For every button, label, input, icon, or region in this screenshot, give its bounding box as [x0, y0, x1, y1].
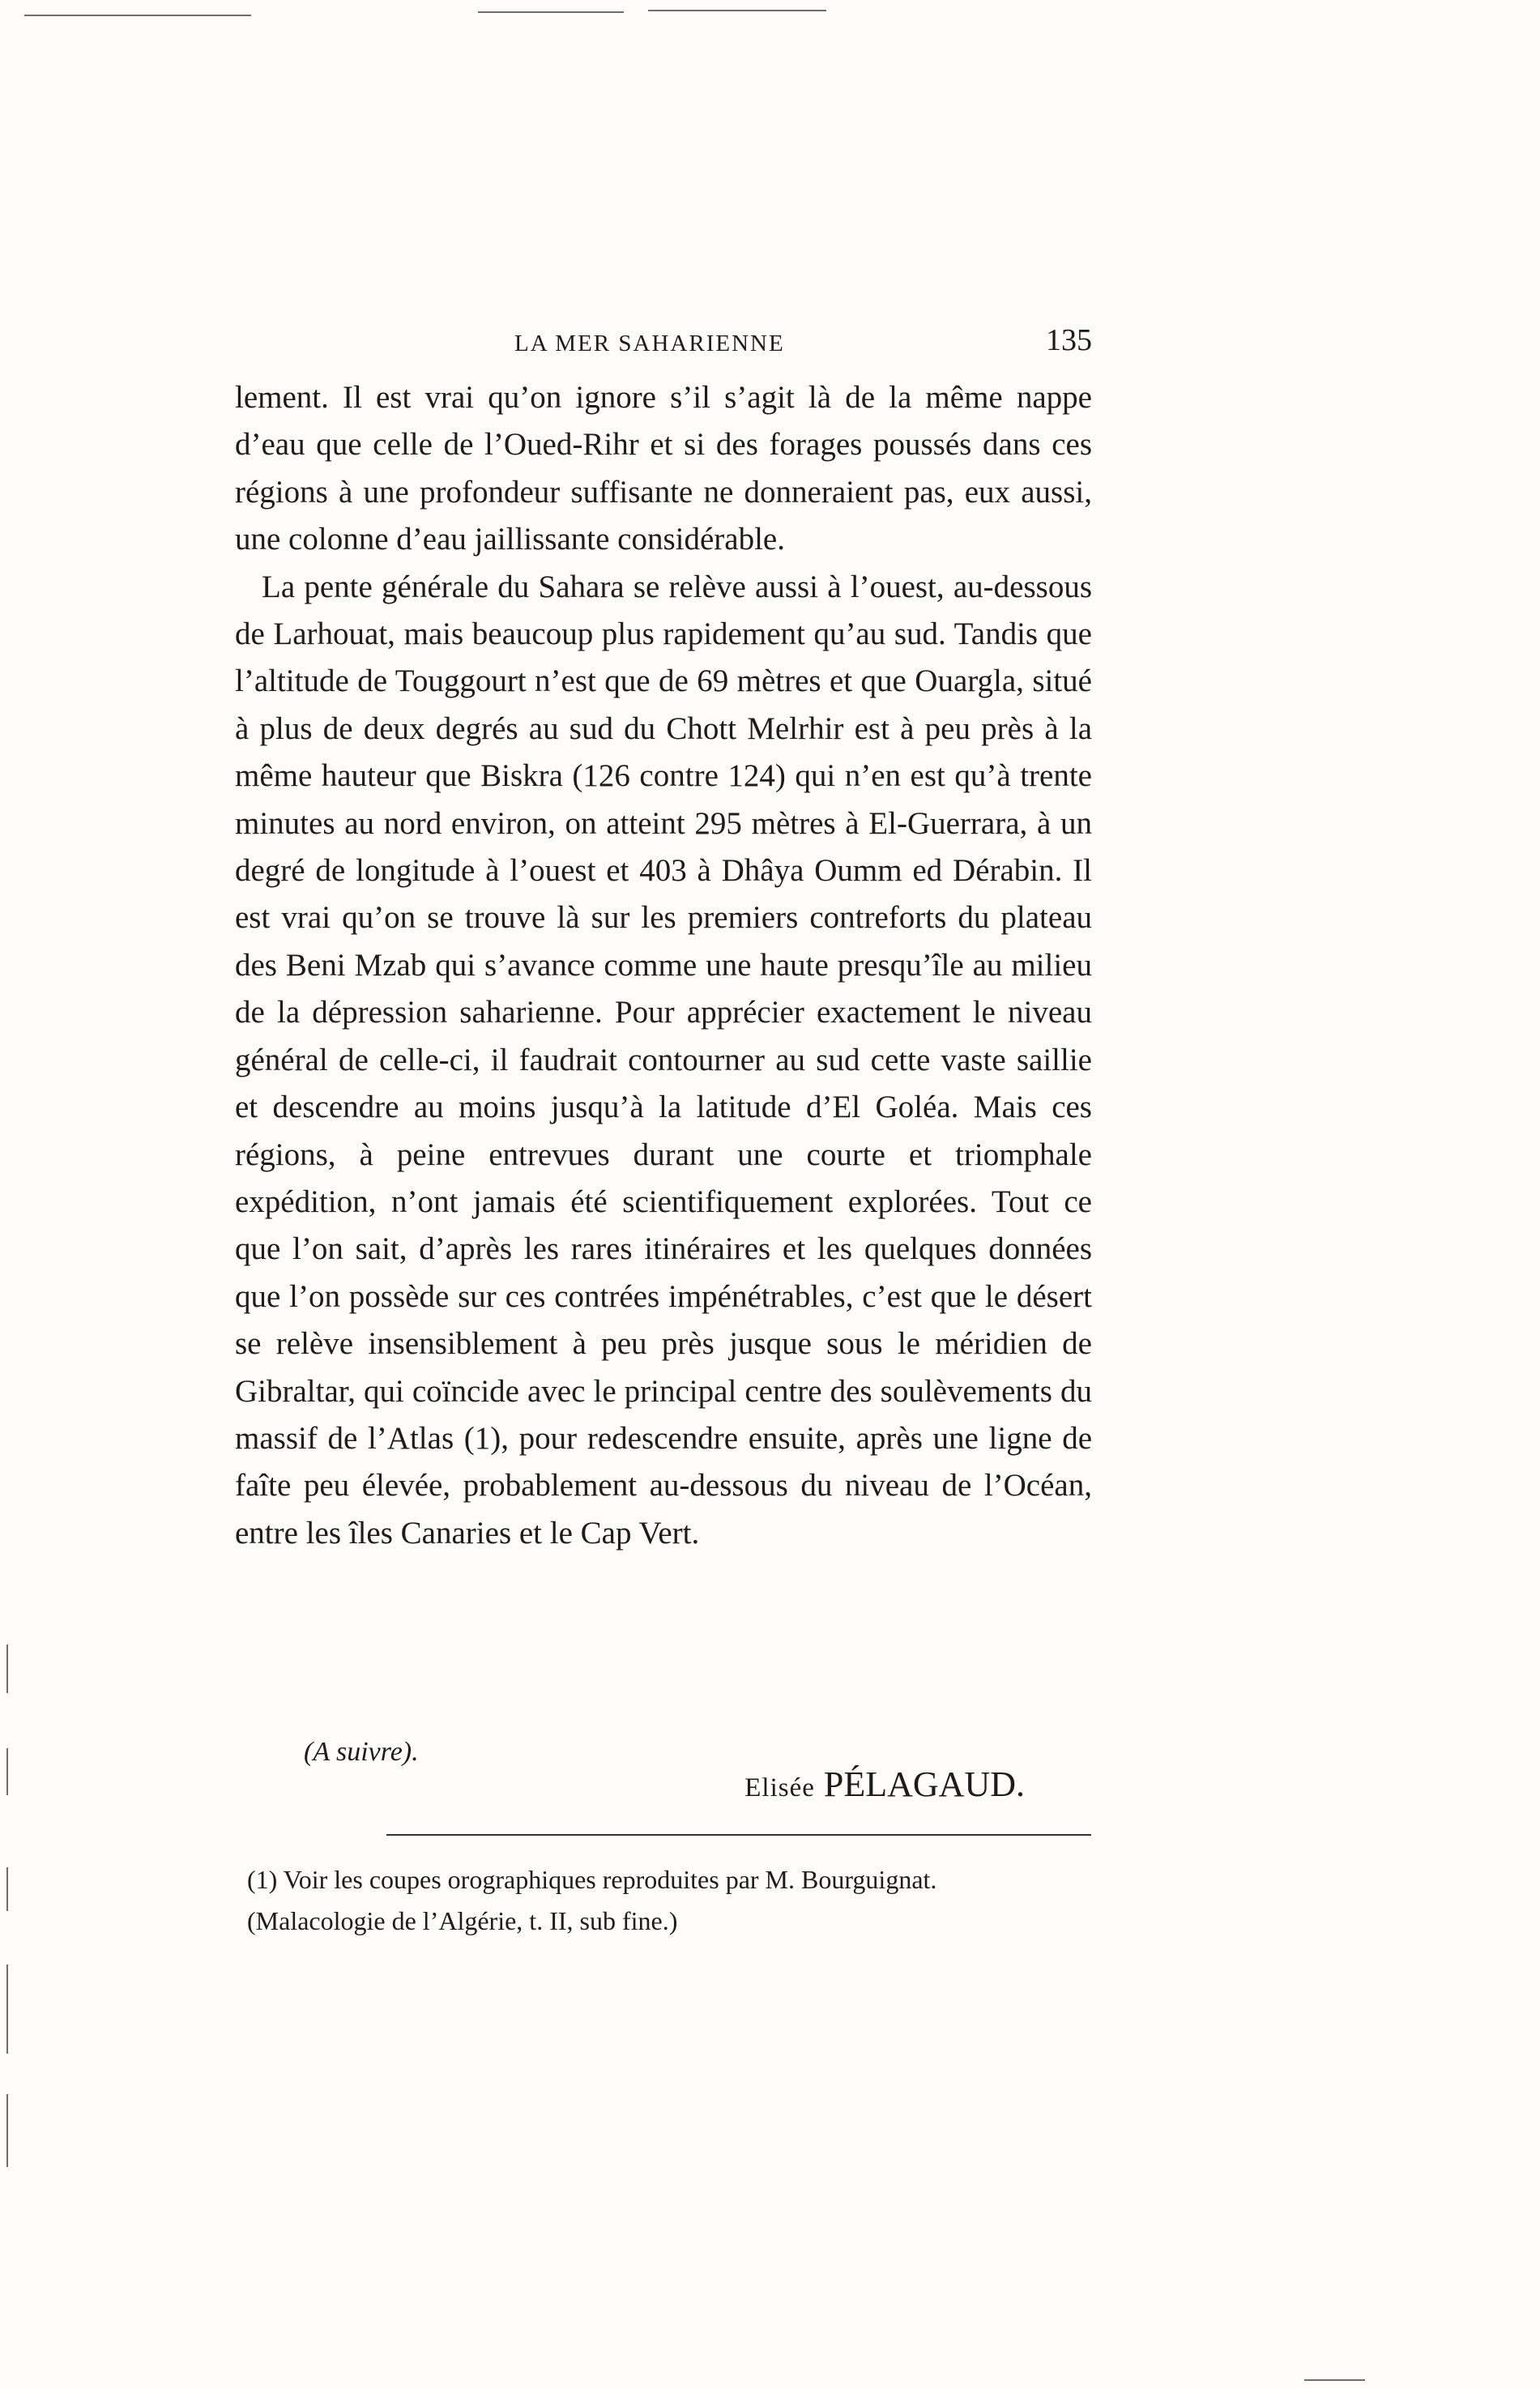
- scan-edge-mark: [24, 15, 251, 16]
- page-header: [235, 322, 1092, 365]
- footnote-line: (1) Voir les coupes orographiques reproduites par M. Bourguignat.: [247, 1865, 937, 1894]
- body-text: [235, 374, 1092, 1557]
- to-be-continued-note: (A suivre).: [304, 1737, 419, 1767]
- scan-margin-bar: [6, 1867, 8, 1911]
- scan-margin-bar: [6, 1645, 8, 1693]
- footnote-reference: (Malacologie de l’Algérie, t. II, sub fine.): [247, 1906, 678, 1935]
- scan-edge-mark: [478, 11, 624, 13]
- scan-margin-bar: [6, 2094, 8, 2167]
- author-first-name: Elisée: [744, 1773, 815, 1802]
- author-signature: [744, 1764, 1025, 1805]
- paragraph-continuation: lement. Il est vrai qu’on ignore s’il s’agit là de la même nappe d’eau que celle de l’Oued-Rihr et si des forages poussés dans ces régions à une profondeur suffisante ne donneraient pas, eux aussi, une colonne d’eau jaillissante considérable.: [235, 380, 1092, 557]
- paragraph-sahara-slope: La pente générale du Sahara se relève aussi à l’ouest, au-dessous de Larhouat, mais beaucoup plus rapidement qu’au sud. Tandis que l’altitude de Touggourt n’est que de 69 mètres et que Ouargla, situé à plus de deux degrés au sud du Chott Melrhir est à peu près à la même hauteur que Biskra (126 contre 124) qui n’en est qu’à trente minutes au nord environ, on atteint 295 mètres à El-Guerrara, à un degré de longitude à l’ouest et 403 à Dhâya Oumm ed Dérabin. Il est vrai qu’on se trouve là sur les premiers contreforts du plateau des Beni Mzab qui s’avance comme une haute presqu’île au milieu de la dépression saharienne. Pour apprécier exactement le niveau général de celle-ci, il faudrait contourner au sud cette vaste saillie et descendre au moins jusqu’à la latitude d’El Goléa. Mais ces régions, à peine entrevues durant une courte et triomphale expédition, n’ont jamais été scientifiquement explorées. Tout ce que l’on sait, d’après les rares itinéraires et les quelques données que l’on possède sur ces contrées impénétrables, c’est que le désert se relève insensiblement à peu près jusque sous le méridien de Gibraltar, qui coïncide avec le principal centre des soulèvements du massif de l’Atlas (1), pour redescendre ensuite, après une ligne de faîte peu élevée, probablement au-dessous du niveau de l’Océan, entre les îles Canaries et le Cap Vert.: [235, 569, 1092, 1551]
- author-last-name: PÉLAGAUD.: [823, 1764, 1025, 1804]
- scan-edge-mark: [648, 10, 826, 11]
- scan-margin-bar: [6, 1965, 8, 2054]
- scan-edge-mark: [1304, 2379, 1365, 2381]
- scan-margin-bar: [6, 1748, 8, 1795]
- footnote: [247, 1859, 1098, 1942]
- page-number: 135: [1046, 323, 1092, 357]
- footnote-divider: [386, 1834, 1091, 1836]
- running-head: LA MER SAHARIENNE: [514, 331, 785, 356]
